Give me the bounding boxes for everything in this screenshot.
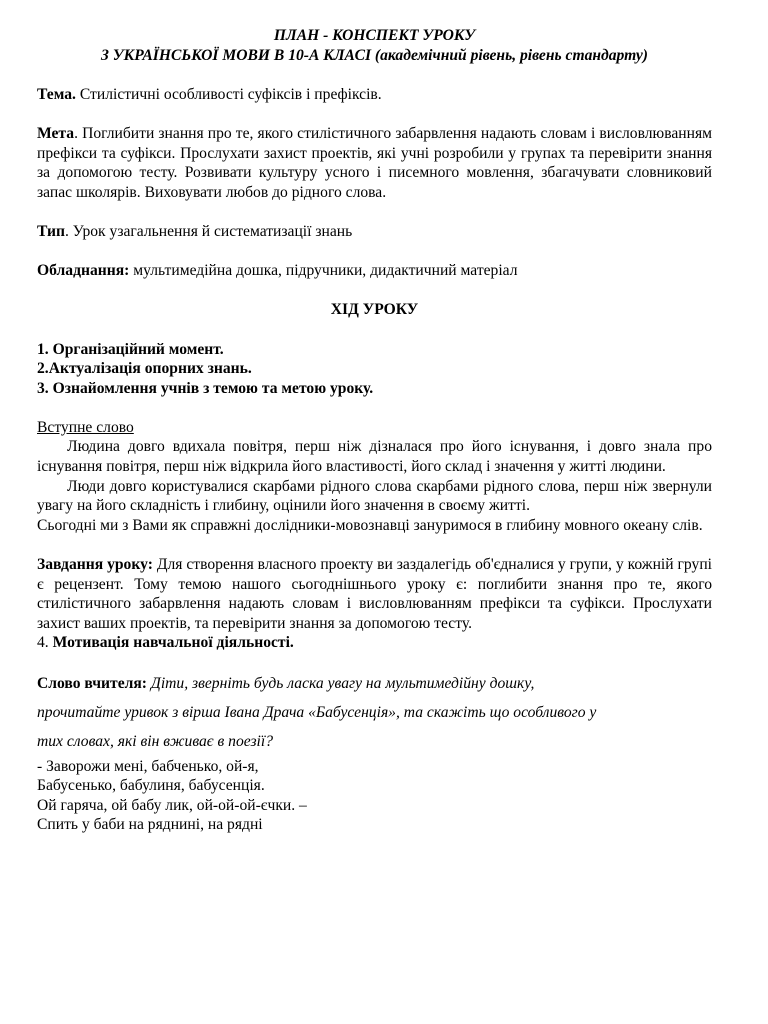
teacher-line-3: тих словах, які він вживає в поезії? bbox=[37, 732, 274, 750]
teacher-paragraph bbox=[37, 669, 712, 756]
tema-label: Тема. bbox=[37, 85, 76, 103]
meta-text: . Поглибити знання про те, якого стилістичного забарвлення надають словам і висловлюванням префікси та суфікси. Прослухати захист проектів, які учні розробили у групах та перевірити знання за допомогою тесту. Розвивати культуру усного і писемного мовлення, збагачувати словниковий запас школярів. Виховувати любов до рідного слова. bbox=[37, 124, 712, 201]
intro-paragraph-3: Сьогодні ми з Вами як справжні дослідники-мовознавці зануримося в глибину мовного океану слів. bbox=[37, 516, 703, 534]
document-page bbox=[37, 26, 712, 835]
step-2: 2.Актуалізація опорних знань. bbox=[37, 360, 252, 378]
meta-paragraph bbox=[37, 124, 712, 202]
motivation-label: Мотивація навчальної діяльності. bbox=[52, 634, 294, 652]
poem-line: Спить у баби на ряднині, на рядні bbox=[37, 816, 263, 834]
poem-line: - Заворожи мені, бабченько, ой-я, bbox=[37, 757, 259, 775]
title-line-1: ПЛАН - КОНСПЕКТ УРОКУ bbox=[273, 27, 476, 44]
type-paragraph bbox=[37, 222, 712, 242]
teacher-label: Слово вчителя: bbox=[37, 674, 147, 692]
tema-paragraph bbox=[37, 85, 712, 105]
step-1: 1. Організаційний момент. bbox=[37, 340, 224, 358]
equipment-paragraph bbox=[37, 261, 712, 281]
step-3: 3. Ознайомлення учнів з темою та метою уроку. bbox=[37, 379, 374, 397]
course-title: ХІД УРОКУ bbox=[330, 301, 419, 319]
equipment-text: мультимедійна дошка, підручники, дидактичний матеріал bbox=[129, 262, 518, 280]
poem-excerpt bbox=[37, 757, 712, 835]
equipment-label: Обладнання: bbox=[37, 262, 130, 280]
intro-paragraph-2: Люди довго користувалися скарбами рідного слова скарбами рідного слова, перш ніж звернули увагу на його складність і глибину, оцінили його значення в своєму житті. bbox=[37, 477, 712, 515]
type-label: Тип bbox=[37, 222, 65, 240]
title-line-2: З УКРАЇНСЬКОЇ МОВИ В 10-А КЛАСІ (академічний рівень, рівень стандарту) bbox=[100, 46, 649, 64]
tasks-label: Завдання уроку: bbox=[37, 556, 153, 574]
intro-heading: Вступне слово bbox=[37, 418, 134, 436]
tema-text: Стилістичні особливості суфіксів і префіксів. bbox=[75, 85, 382, 103]
document-title bbox=[37, 26, 712, 65]
tasks-paragraph bbox=[37, 555, 712, 633]
poem-line: Ой гаряча, ой бабу лик, ой-ой-ой-єчки. – bbox=[37, 796, 307, 814]
motivation-number: 4. bbox=[37, 634, 53, 652]
motivation-paragraph bbox=[37, 633, 712, 653]
teacher-line-1: Діти, зверніть будь ласка увагу на мультимедійну дошку, bbox=[147, 674, 535, 692]
tasks-text: Для створення власного проекту ви заздалегідь об'єдналися у групи, у кожній групі є рецензент. Тому темою нашого сьогоднішнього уроку є: поглибити знання про те, якого стилістичного забарвлення надають словам і висловлюванням префікси та суфікси. Прослухати захист ваших проектів, та перевірити знання за допомогою тесту. bbox=[37, 556, 712, 632]
intro-paragraph-1: Людина довго вдихала повітря, перш ніж дізналася про його існування, і довго знала про існування повітря, перш ніж відкрила його властивості, його склад і значення у житті людини. bbox=[37, 438, 712, 476]
poem-line: Бабусенько, бабулиня, бабусенція. bbox=[37, 777, 265, 795]
type-text: . Урок узагальнення й систематизації знань bbox=[64, 222, 353, 240]
meta-label: Мета bbox=[37, 124, 75, 142]
teacher-line-2: прочитайте уривок з вірша Івана Драча «Бабусенція», та скажіть що особливого у bbox=[37, 703, 597, 721]
